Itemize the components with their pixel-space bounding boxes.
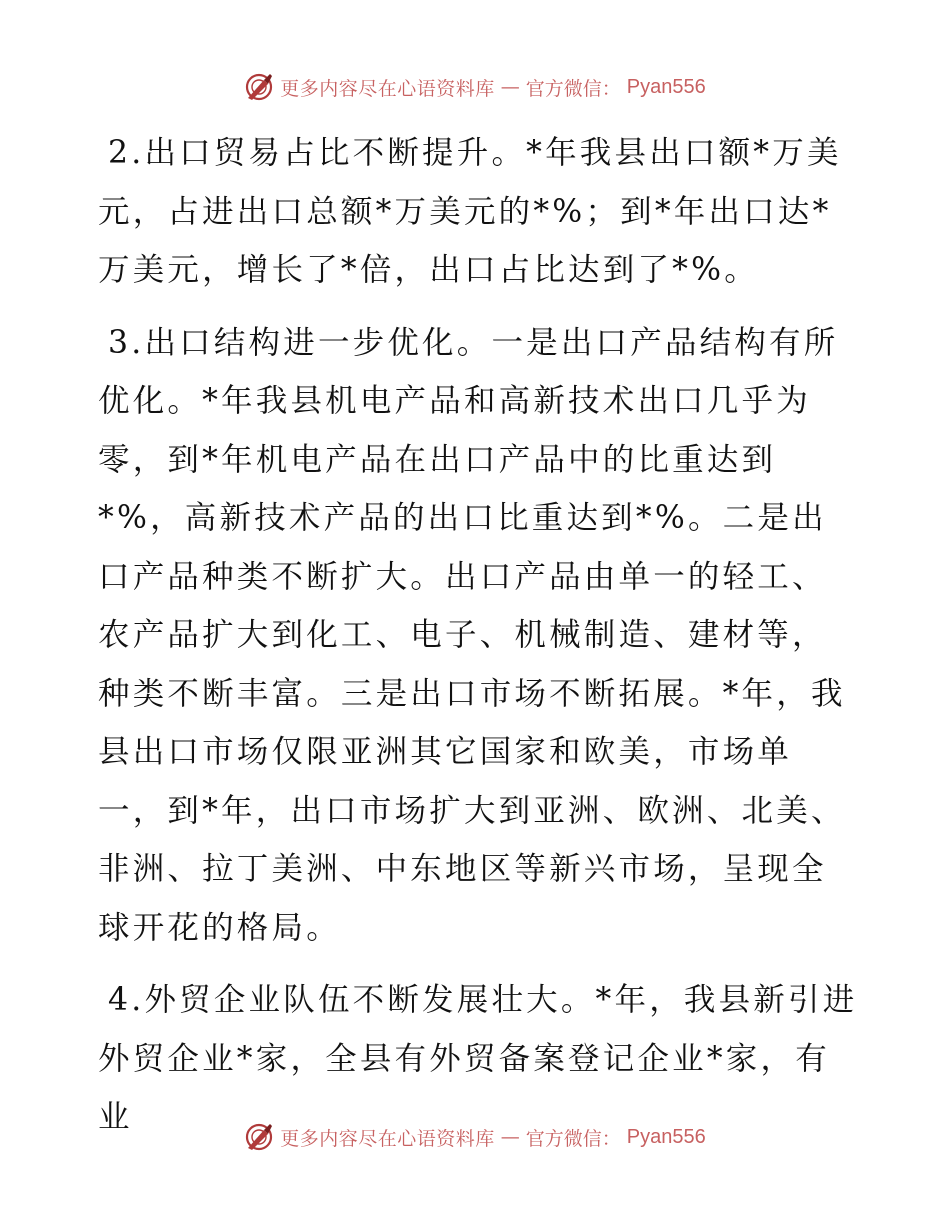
watermark-wechat-id: Pyan556	[626, 1125, 706, 1148]
document-body	[98, 124, 858, 1147]
pen-logo-icon	[244, 72, 274, 102]
pen-logo-icon	[244, 1122, 274, 1152]
watermark-official-label: 官方微信：	[525, 77, 621, 100]
watermark-official-label: 官方微信：	[525, 1127, 621, 1150]
paragraph-3: 3.出口结构进一步优化。一是出口产品结构有所优化。*年我县机电产品和高新技术出口几乎为零，到*年机电产品在出口产品中的比重达到*%，高新技术产品的出口比重达到*%。二是出口产品种类不断扩大。出口产品由单一的轻工、农产品扩大到化工、电子、机械制造、建材等，种类不断丰富。三是出口市场不断拓展。*年，我县出口市场仅限亚洲其它国家和欧美，市场单一，到*年，出口市场扩大到亚洲、欧洲、北美、非洲、拉丁美洲、中东地区等新兴市场，呈现全球开花的格局。	[98, 324, 846, 946]
paragraph-4: 4.外贸企业队伍不断发展壮大。*年，我县新引进外贸企业*家，全县有外贸备案登记企业*家，有业	[98, 982, 858, 1135]
watermark-dash: —	[500, 1126, 520, 1148]
footer-watermark	[0, 1122, 950, 1152]
header-watermark	[0, 72, 950, 102]
watermark-wechat-id: Pyan556	[626, 75, 706, 98]
watermark-text: 更多内容尽在心语资料库	[280, 77, 495, 100]
watermark-dash: —	[500, 76, 520, 98]
paragraph-2: 2.出口贸易占比不断提升。*年我县出口额*万美元，占进出口总额*万美元的*%；到*年出口达*万美元，增长了*倍，出口占比达到了*%。	[98, 135, 842, 288]
watermark-text: 更多内容尽在心语资料库	[280, 1127, 495, 1150]
